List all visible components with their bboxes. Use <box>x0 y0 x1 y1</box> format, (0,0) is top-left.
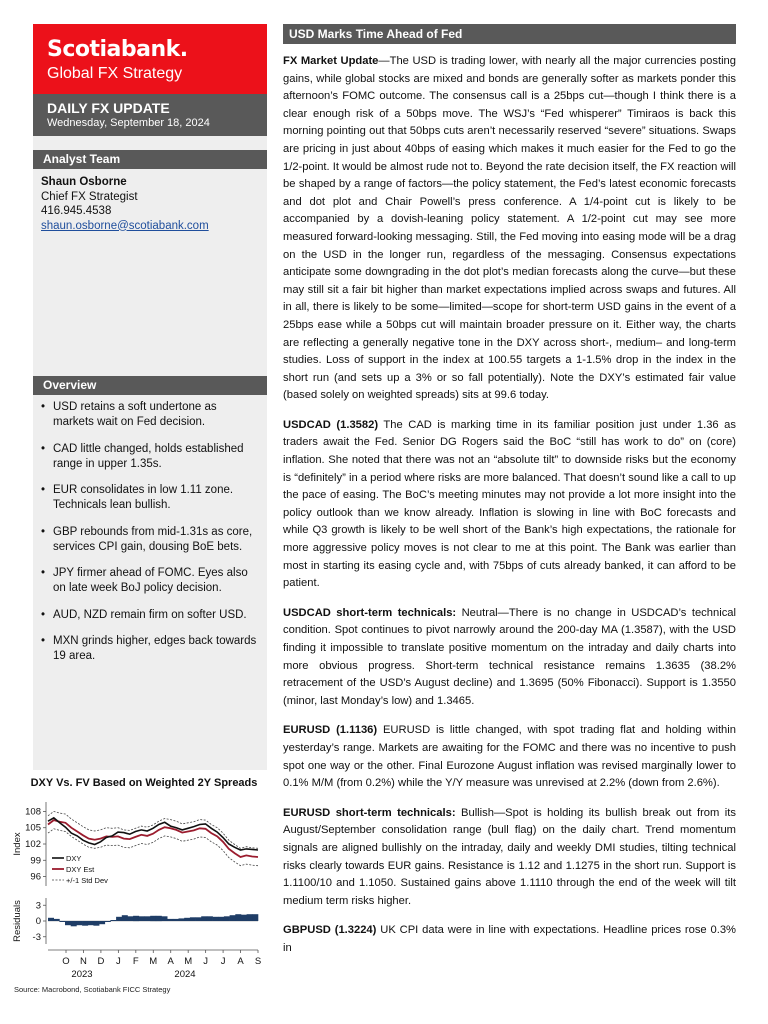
paragraph-text: The CAD is marking time in its familiar position just under 1.36 as traders await the Fed. Senior DG Rogers said the BoC “still has work to do” on (core) inflation. She noted that there was not an “absolute tilt” to downside risks but the economy is “definitely” in a period where risks are more balanced. That doesn’t sound like a call to up the pace of easing. The BoC’s meeting minutes may not provide a lot more insight into the policy outlook than we know already. Inflation is slowing in line with BoC forecasts and while Q3 growth is likely to be well short of the Bank’s high expectations, the rationale for more aggressive policy moves is not clear to me at this point. The Bank was earlier than most in starting its easing cycle and, with 75bps of cuts already banked, it can afford to be patient. <box>283 418 736 590</box>
residual-bar <box>59 921 65 922</box>
report-header <box>33 94 267 136</box>
overview-item: • CAD little changed, holds established range in upper 1.35s. <box>33 442 267 472</box>
paragraph-lead: USDCAD short-term technicals: <box>283 606 457 619</box>
analyst-role: Chief FX Strategist <box>41 190 138 203</box>
residual-bar <box>93 921 99 926</box>
overview-item: • MXN grinds higher, edges back towards 19 area. <box>33 634 267 664</box>
y-axis-label: Index <box>12 832 23 856</box>
y-tick-label: 96 <box>30 871 41 883</box>
residual-bar <box>88 921 94 925</box>
residual-bar <box>190 917 196 921</box>
residual-bar <box>150 916 156 921</box>
residual-bar <box>201 916 207 921</box>
residual-bar <box>173 919 179 921</box>
residual-bar <box>241 915 247 921</box>
residual-bar <box>218 917 224 921</box>
residual-bar <box>156 916 162 921</box>
residual-bar <box>235 914 241 921</box>
main-heading: USD Marks Time Ahead of Fed <box>283 24 736 44</box>
residual-bar <box>139 916 145 921</box>
paragraph-lead: EURUSD short-term technicals: <box>283 806 456 819</box>
paragraph-text: Neutral—There is no change in USDCAD’s technical condition. Spot continues to pivot narrowly around the 200-day MA (1.3587), with the USD finding it impossible to translate positive momentum on the intraday and daily charts into more obvious progress. Short-term technical resistance remains 1.3635 (38.2% retracement of the USD’s August decline) and 1.3695 (50% Fibonacci). Support is 1.3550 (minor, last Monday’s low) and 1.3465. <box>283 606 736 707</box>
paragraph-eurusd <box>283 722 736 792</box>
residual-bar <box>133 916 139 921</box>
residual-bar <box>65 921 71 925</box>
y-tick-label: 102 <box>25 839 41 850</box>
x-tick-label: M <box>149 956 158 967</box>
paragraph-text: EURUSD is little changed, with spot trading flat and holding within yesterday’s range. Markets are awaiting for the FOMC and there was no incentive to push spot one way or the other. Final Eurozone August inflation was revised marginally lower to 0.1% M/M (from 0.2%) while the Y/Y measure was unrevised at 2.2% (down from 2.6%). <box>283 724 736 790</box>
legend-label-std-dev: +/-1 Std Dev <box>66 876 108 885</box>
residual-axis-label: Residuals <box>12 900 23 942</box>
x-tick-label: J <box>220 956 226 967</box>
overview-item: • JPY firmer ahead of FOMC. Eyes also on late week BoJ policy decision. <box>33 566 267 596</box>
paragraph-text: UK CPI data were in line with expectations. Headline prices rose 0.3% in <box>283 924 736 954</box>
analyst-card <box>33 169 267 233</box>
paragraph-text: —The USD is trading lower, with nearly all the major currencies posting gains, while global stocks are mixed and bonds are generally softer as markets ponder this afternoon’s FOMC outcome. The consensus call is a 25bps cut—though I think there is a clear enough risk of a 50bps move. The WSJ’s “Fed whisperer” Timiraos is back this morning pointing out that 50bps cuts aren’t necessarily reserved “severe” situations. Swaps are pricing in just about 40bps of easing which makes it much easier for the Fed to go the 1/2-point. It would be almost rude not to. Beyond the rate decision itself, the FX reaction will be shaped by a range of factors—the policy statement, the Fed’s latest economic forecasts and dot plot and Chair Powell’s press conference. A 1/4-point cut is likely to be accompanied by a dovish-leaning policy statement. A 1/2-point cut may see more measured forward-looking messaging. Still, the Fed moving into easing mode will be a drag on the USD in the longer run, regardless of the messaging. Consensus expectations anticipate some downgrading in the dot plot’s median forecasts along the curve—but these may still sit a fair bit higher than market expectations implied across swaps and futures. All in all, there is likely to be some—limited—scope for short-term USD gains in the event of a 25bps ease while a 50bps cut will maintain broader pressure on it. Either way, the charts are reflecting a generally negative tone in the DXY across short-, medium– and long-term studies. Loss of support in the index at 100.55 targets a 1-1.5% drop in the index in the short run (and sets up a 3% or so fall potentially). Note the DXY’s estimated fair value (based solely on weighted spreads) sits at 99.6 today. <box>283 55 736 402</box>
paragraph-lead: GBPUSD (1.3224) <box>283 924 377 937</box>
overview-list <box>33 400 267 676</box>
paragraph-text: Bullish—Spot is holding its bullish break out from its August/September consolidation range (bull flag) on the daily chart. Trend momentum signals are aligned bullishly on the intraday, daily and weekly DMI studies, tilting technical risks clearly towards EUR gains. Resistance is 1.12 and 1.1275 in the short run. Support is 1.1100/10 and 1.1050. Sustained gains above 1.1110 through the end of the week will tilt medium term risks higher. <box>283 806 736 907</box>
residual-bar <box>224 916 230 921</box>
paragraph-lead: EURUSD (1.1136) <box>283 724 378 737</box>
residual-bar <box>54 919 60 921</box>
report-title: DAILY FX UPDATE <box>47 100 170 116</box>
overview-item: • GBP rebounds from mid-1.31s as core, services CPI gain, dousing BoE bets. <box>33 525 267 555</box>
y-tick-label: 105 <box>25 822 41 834</box>
residual-bar <box>145 916 151 921</box>
residual-bar <box>252 914 258 921</box>
x-tick-label: A <box>237 956 244 967</box>
residual-bar <box>213 917 219 921</box>
residual-bar <box>105 921 111 922</box>
analyst-name: Shaun Osborne <box>41 176 127 188</box>
x-tick-label: D <box>97 956 105 967</box>
brand-logo <box>47 38 253 62</box>
paragraph-usdcad <box>283 417 736 593</box>
residual-bar <box>82 921 88 926</box>
x-tick-label: S <box>254 956 262 967</box>
x-tick-label: F <box>132 956 139 967</box>
residual-bar <box>71 921 77 926</box>
paragraph-gbpusd <box>283 922 736 957</box>
overview-item: • USD retains a soft undertone as markets wait on Fed decision. <box>33 400 267 430</box>
x-tick-label: A <box>167 956 174 967</box>
residual-bar <box>184 918 190 921</box>
brand-subtitle: Global FX Strategy <box>47 65 183 82</box>
paragraph-eurusd-technicals <box>283 805 736 911</box>
brand-header <box>33 24 267 94</box>
residual-tick-label: 0 <box>35 916 41 927</box>
residual-bar <box>162 916 168 921</box>
analyst-phone: 416.945.4538 <box>41 205 112 217</box>
legend-label-dxy: DXY <box>66 854 82 863</box>
residual-bar <box>76 921 82 925</box>
year-label: 2023 <box>71 969 93 980</box>
main-content <box>283 24 736 958</box>
report-date: Wednesday, September 18, 2024 <box>47 117 210 129</box>
brand-dot: . <box>179 37 188 62</box>
paragraph-lead: USDCAD (1.3582) <box>283 418 379 431</box>
residual-bar <box>110 920 116 921</box>
x-tick-label: M <box>184 956 193 967</box>
legend-label-dxy-est: DXY Est <box>66 865 95 874</box>
residual-bar <box>167 919 173 921</box>
overview-item: • AUD, NZD remain firm on softer USD. <box>33 608 267 623</box>
paragraph-usdcad-technicals <box>283 605 736 711</box>
overview-heading: Overview <box>33 376 267 395</box>
y-tick-label: 108 <box>25 806 41 818</box>
sidebar <box>33 24 267 770</box>
chart-title: DXY Vs. FV Based on Weighted 2Y Spreads <box>30 777 258 789</box>
residual-tick-label: 3 <box>35 900 41 912</box>
chart-source: Source: Macrobond, Scotiabank FICC Strategy <box>14 985 171 994</box>
paragraph-fx-market-update <box>283 53 736 405</box>
year-label: 2024 <box>174 969 196 980</box>
x-tick-label: O <box>62 956 70 967</box>
overview-item: • EUR consolidates in low 1.11 zone. Technicals lean bullish. <box>33 483 267 513</box>
x-tick-label: J <box>203 956 209 967</box>
residual-bar <box>128 916 134 921</box>
x-tick-label: J <box>115 956 121 967</box>
residual-bar <box>179 918 185 921</box>
residual-bar <box>207 916 213 921</box>
residual-bar <box>99 921 105 924</box>
y-tick-label: 99 <box>30 855 41 867</box>
residual-bar <box>122 915 128 921</box>
residual-bar <box>247 914 253 921</box>
analyst-email-link[interactable]: shaun.osborne@scotiabank.com <box>41 219 209 232</box>
brand-name: Scotiabank <box>47 37 180 62</box>
paragraph-lead: FX Market Update <box>283 55 379 67</box>
dxy-chart <box>8 796 270 984</box>
x-tick-label: N <box>80 956 87 967</box>
residual-bar <box>230 915 236 921</box>
analyst-team-heading: Analyst Team <box>33 150 267 169</box>
residual-bar <box>196 917 202 921</box>
residual-bar <box>116 917 122 921</box>
residual-tick-label: -3 <box>32 931 41 943</box>
residual-bar <box>48 918 54 921</box>
